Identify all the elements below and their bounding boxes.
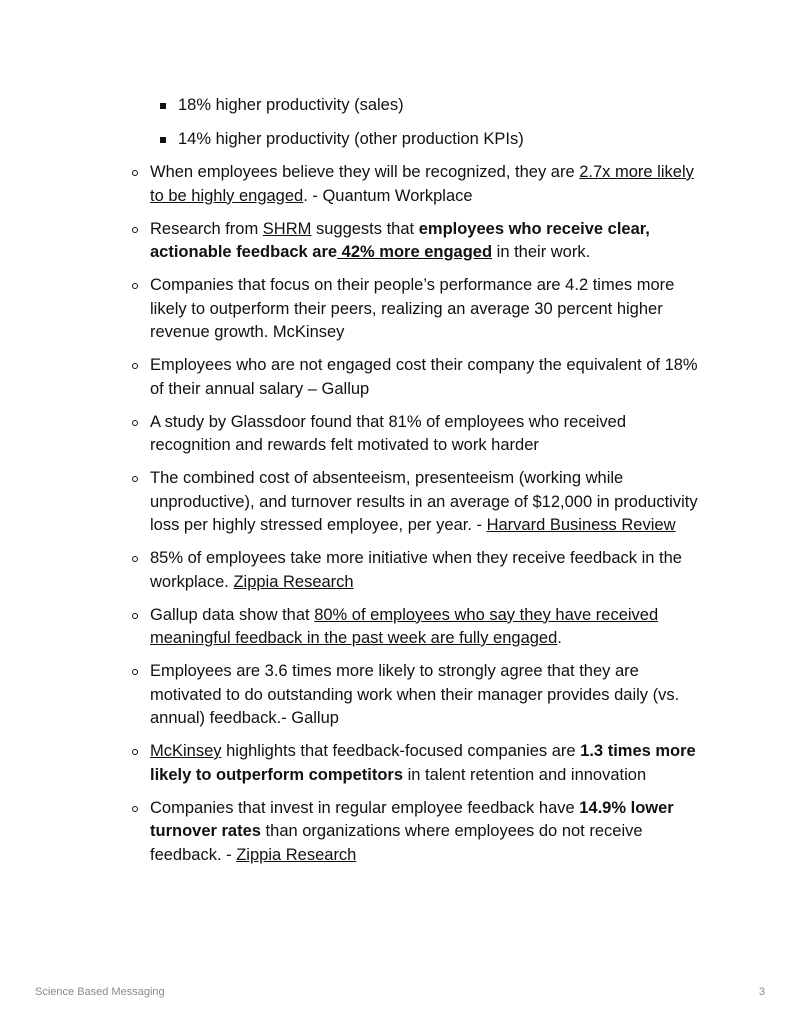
bullet-text: A study by Glassdoor found that 81% of employees who received recognition and rewards felt motivated to work harder <box>150 412 627 454</box>
bold-text: 1.3 times more likely to outperform competitors <box>150 742 696 784</box>
bullet-item <box>0 161 710 208</box>
zippia-research-link[interactable]: Zippia Research <box>236 845 357 864</box>
footer-title: Science Based Messaging <box>35 986 165 998</box>
bullet-text: . <box>557 629 562 647</box>
bullet-item <box>0 467 710 538</box>
bullet-text: Gallup data show that <box>150 605 315 624</box>
bullet-item <box>0 411 710 458</box>
bullet-text: Companies that focus on their people’s performance are 4.2 times more likely to outperform their peers, realizing an average 30 percent higher revenue growth. McKinsey <box>150 276 675 341</box>
page-number: 3 <box>758 986 765 998</box>
bold-text: 14.9% lower turnover rates <box>150 798 674 840</box>
bullet-text: in their work. <box>492 243 591 261</box>
bullet-item <box>0 218 710 265</box>
sub-bullet-item: 18% higher productivity (sales) <box>0 94 800 118</box>
bullet-item <box>0 604 710 651</box>
bullet-text: When employees believe they will be recognized, they are <box>150 163 580 181</box>
zippia-research-link[interactable]: Zippia Research <box>233 572 354 591</box>
bullet-text: The combined cost of absenteeism, presenteeism (working while unproductive), and turnover results in an average of $12,000 in productivity loss per highly stressed employee, per year. - <box>150 469 698 534</box>
bullet-text: in talent retention and innovation <box>403 765 647 784</box>
engagement-stat-link[interactable]: 42% more engaged <box>337 243 493 261</box>
bullet-text: Research from <box>150 219 263 238</box>
bullet-text: Employees are 3.6 times more likely to strongly agree that they are motivated to do outstanding work when their manager provides daily (vs. annual) feedback.- Gallup <box>150 662 680 727</box>
bullet-item <box>0 274 710 345</box>
bullet-text: . - Quantum Workplace <box>303 186 473 205</box>
bullet-item <box>0 547 710 594</box>
sub-bullet-item: 14% higher productivity (other production KPIs) <box>0 128 800 152</box>
bullet-list <box>0 161 800 867</box>
bullet-text: 85% of employees take more initiative when they receive feedback in the workplace. <box>150 549 682 591</box>
quantum-workplace-link[interactable]: 2.7x more likely to be highly engaged <box>150 163 694 205</box>
bullet-item <box>0 740 710 787</box>
sub-bullet-list <box>0 94 800 151</box>
mckinsey-link[interactable]: McKinsey <box>150 742 222 760</box>
bullet-item <box>0 660 710 731</box>
bullet-text: highlights that feedback-focused companies are <box>221 742 581 760</box>
harvard-business-review-link[interactable]: Harvard Business Review <box>486 516 676 534</box>
bullet-text: than organizations where employees do not receive feedback. - <box>150 822 643 864</box>
page-footer <box>35 986 765 998</box>
shrm-link[interactable]: SHRM <box>262 219 312 238</box>
gallup-feedback-link[interactable]: 80% of employees who say they have received meaningful feedback in the past week are fully engaged <box>150 605 659 647</box>
bullet-text: suggests that <box>311 219 419 238</box>
bullet-text: Companies that invest in regular employee feedback have <box>150 798 580 817</box>
bullet-text: Employees who are not engaged cost their company the equivalent of 18% of their annual salary – Gallup <box>150 356 698 398</box>
document-body <box>0 94 800 877</box>
bold-text: employees who receive clear, actionable feedback are <box>150 219 650 261</box>
bullet-item <box>0 797 710 868</box>
bullet-item <box>0 354 710 401</box>
